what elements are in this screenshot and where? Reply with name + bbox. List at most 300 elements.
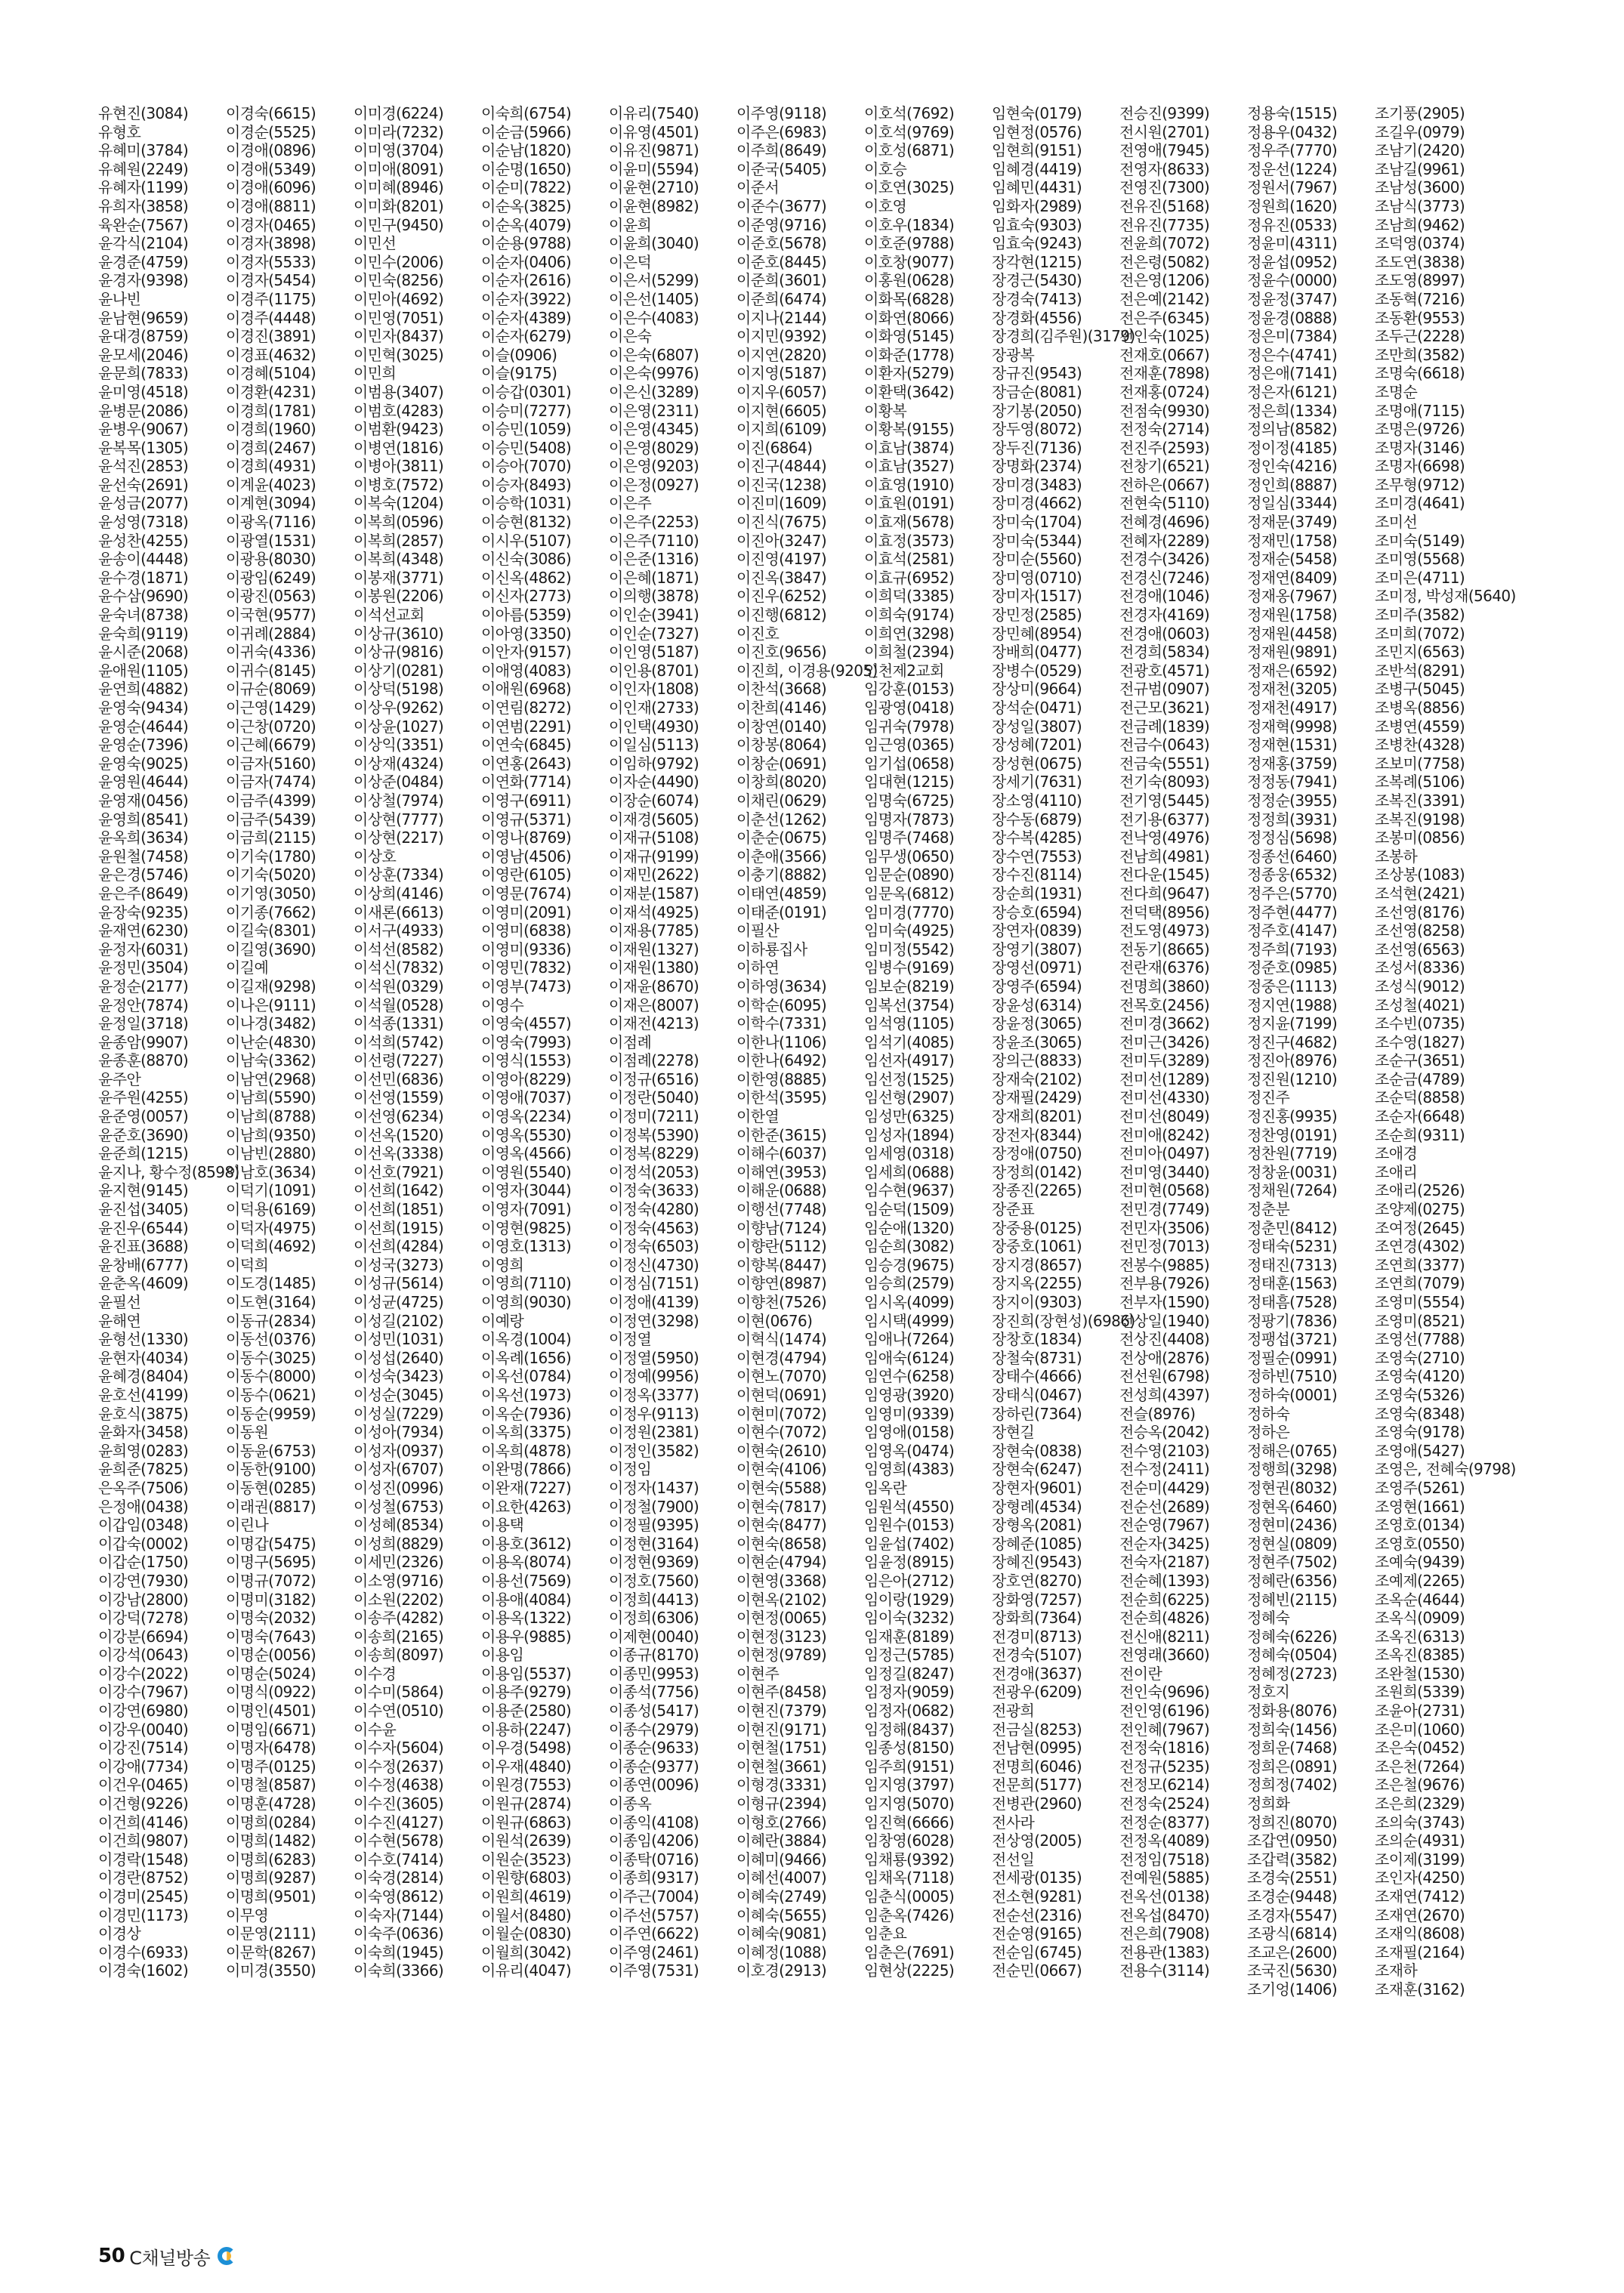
donor-entry: 이성혜(8534) — [354, 1516, 444, 1535]
donor-entry: 이영규(5371) — [481, 810, 572, 829]
donor-entry: 이현영(3368) — [736, 1571, 827, 1590]
donor-entry: 이효정(3573) — [864, 531, 955, 550]
donor-entry: 전정순(8377) — [1119, 1813, 1210, 1832]
donor-entry: 전명희(6046) — [992, 1757, 1082, 1776]
donor-entry: 전봉수(9885) — [1119, 1255, 1210, 1274]
donor-entry: 이영옥(2234) — [481, 1107, 572, 1126]
donor-entry: 이현주(8458) — [736, 1683, 827, 1702]
donor-entry: 장순희(1931) — [992, 884, 1082, 903]
donor-entry: 전유진(7735) — [1119, 215, 1210, 234]
donor-entry: 정진홍(9935) — [1247, 1107, 1338, 1126]
donor-entry: 전다운(1545) — [1119, 866, 1210, 884]
donor-entry: 조순덕(8858) — [1375, 1088, 1465, 1107]
donor-entry: 이병호(7572) — [354, 475, 444, 494]
donor-entry: 이은선(1405) — [609, 289, 699, 308]
donor-entry: 정재원(1758) — [1247, 606, 1338, 625]
donor-entry: 장경희(김주원)(3179) — [992, 327, 1135, 346]
donor-entry: 이은서(5299) — [609, 271, 699, 290]
donor-entry: 이환자(5279) — [864, 364, 955, 383]
donor-entry: 전영진(7300) — [1119, 178, 1210, 197]
donor-entry: 조성철(4021) — [1375, 995, 1465, 1014]
donor-entry: 장진희(장현성)(6986) — [992, 1311, 1135, 1330]
donor-entry: 이성자(6707) — [354, 1460, 444, 1479]
donor-entry: 이준희(6474) — [736, 289, 827, 308]
donor-entry: 윤형선(1330) — [98, 1330, 189, 1349]
donor-entry: 이수윤 — [354, 1720, 397, 1739]
donor-entry: 임혜민(4431) — [992, 178, 1082, 197]
donor-entry: 이선령(7227) — [354, 1051, 444, 1070]
donor-entry: 이희덕(3385) — [864, 587, 955, 606]
donor-entry: 이명훈(4728) — [226, 1795, 316, 1813]
donor-entry: 장미자(1517) — [992, 587, 1082, 606]
donor-entry: 전금수(0643) — [1119, 736, 1210, 755]
donor-entry: 정춘민(8412) — [1247, 1218, 1338, 1237]
donor-entry: 이정규(6516) — [609, 1069, 699, 1088]
donor-entry: 조덕영(0374) — [1375, 234, 1465, 253]
donor-entry: 조미은(4711) — [1375, 568, 1465, 587]
donor-entry: 이진호(9656) — [736, 643, 827, 662]
donor-entry: 임세영(0318) — [864, 1144, 955, 1163]
donor-entry: 윤정민(3504) — [98, 958, 189, 977]
donor-entry: 이명규(7072) — [226, 1571, 316, 1590]
donor-entry: 이서구(4933) — [354, 921, 444, 940]
donor-entry: 이현진(7379) — [736, 1702, 827, 1721]
donor-entry: 조병연(4559) — [1375, 717, 1465, 736]
name-column — [98, 104, 239, 2204]
donor-entry: 이송희(2165) — [354, 1627, 444, 1646]
donor-entry: 임영광(3920) — [864, 1385, 955, 1404]
donor-entry: 이경애(0896) — [226, 141, 316, 160]
donor-entry: 이재원(1327) — [609, 940, 699, 958]
donor-entry: 이순용(9788) — [481, 234, 572, 253]
donor-entry: 이동수(3025) — [226, 1348, 316, 1367]
donor-entry: 윤영원(4644) — [98, 773, 189, 792]
donor-entry: 이용임 — [481, 1646, 524, 1665]
donor-entry: 이수정(2637) — [354, 1757, 444, 1776]
donor-entry: 임연수(6258) — [864, 1367, 955, 1386]
donor-entry: 이봉원(2206) — [354, 587, 444, 606]
donor-entry: 이용선(7569) — [481, 1571, 572, 1590]
donor-entry: 임창영(6028) — [864, 1832, 955, 1850]
donor-entry: 이영부(7473) — [481, 977, 572, 995]
donor-entry: 이성실(7229) — [354, 1404, 444, 1423]
donor-entry: 이장순(6074) — [609, 791, 699, 810]
donor-entry: 윤나빈 — [98, 289, 141, 308]
donor-entry: 이미경(3550) — [226, 1961, 316, 1980]
donor-entry: 이지우(6057) — [736, 382, 827, 401]
donor-entry: 이민구(9450) — [354, 215, 444, 234]
donor-entry: 이종석(7756) — [609, 1683, 699, 1702]
donor-entry: 이경애(5349) — [226, 159, 316, 178]
donor-entry: 조기풍(2905) — [1375, 104, 1465, 122]
donor-entry: 이강진(7514) — [98, 1739, 189, 1758]
donor-entry: 임기섭(0658) — [864, 754, 955, 773]
donor-entry: 이상희(4146) — [354, 884, 444, 903]
donor-entry: 임문순(0890) — [864, 866, 955, 884]
donor-entry: 장형례(4534) — [992, 1497, 1082, 1516]
donor-entry: 정진원(1210) — [1247, 1069, 1338, 1088]
donor-entry: 이성아(7934) — [354, 1423, 444, 1442]
donor-entry: 이원순(3523) — [481, 1850, 572, 1869]
donor-entry: 전영자(8633) — [1119, 159, 1210, 178]
donor-entry: 조명자(6698) — [1375, 457, 1465, 476]
donor-entry: 윤춘옥(4609) — [98, 1274, 189, 1293]
donor-entry: 조복진(3391) — [1375, 791, 1465, 810]
donor-entry: 이원석(2639) — [481, 1832, 572, 1850]
donor-entry: 조성서(8336) — [1375, 958, 1465, 977]
donor-entry: 전경숙(5107) — [992, 1646, 1082, 1665]
donor-entry: 조은희(2329) — [1375, 1795, 1465, 1813]
donor-entry: 전승옥(2042) — [1119, 1423, 1210, 1442]
donor-entry: 임미정(5542) — [864, 940, 955, 958]
donor-entry: 전남현(0995) — [992, 1739, 1082, 1758]
donor-entry: 은옥주(7506) — [98, 1478, 189, 1497]
donor-entry: 장윤정(3065) — [992, 1014, 1082, 1033]
donor-entry: 전진주(2593) — [1119, 438, 1210, 457]
donor-entry: 이숙영(8612) — [354, 1887, 444, 1906]
donor-entry: 전민경(7749) — [1119, 1200, 1210, 1219]
donor-entry: 전예원(5885) — [1119, 1869, 1210, 1887]
donor-entry: 정해은(0765) — [1247, 1441, 1338, 1460]
donor-entry: 윤성영(7318) — [98, 513, 189, 532]
donor-entry: 이재석(4925) — [609, 903, 699, 921]
donor-entry: 이강연(7930) — [98, 1571, 189, 1590]
donor-entry: 이숙희(1945) — [354, 1943, 444, 1961]
donor-entry: 이명인(4501) — [226, 1702, 316, 1721]
donor-entry: 이명임(6671) — [226, 1720, 316, 1739]
donor-entry: 이창순(0691) — [736, 754, 827, 773]
donor-entry: 이미라(7232) — [354, 122, 444, 141]
donor-entry: 이재용(7785) — [609, 921, 699, 940]
donor-entry: 장연자(0839) — [992, 921, 1082, 940]
donor-entry: 조영숙(9178) — [1375, 1423, 1465, 1442]
donor-entry: 윤장숙(9235) — [98, 903, 189, 921]
donor-entry: 정화용(8076) — [1247, 1702, 1338, 1721]
donor-entry: 이강애(7734) — [98, 1757, 189, 1776]
donor-entry: 전수정(2411) — [1119, 1460, 1210, 1479]
donor-entry: 이순자(3922) — [481, 289, 572, 308]
donor-entry: 장윤조(3065) — [992, 1032, 1082, 1051]
donor-entry: 정찬원(7719) — [1247, 1144, 1338, 1163]
donor-entry: 윤시준(2068) — [98, 643, 189, 662]
donor-entry: 장성일(3807) — [992, 717, 1082, 736]
donor-entry: 정지윤(7199) — [1247, 1014, 1338, 1033]
donor-entry: 이승아(7070) — [481, 457, 572, 476]
donor-entry: 장지옥(2255) — [992, 1274, 1082, 1293]
donor-entry: 이건희(4146) — [98, 1813, 189, 1832]
donor-entry: 이찬희(4146) — [736, 699, 827, 717]
donor-entry: 정재현(1531) — [1247, 736, 1338, 755]
donor-entry: 윤옥희(3634) — [98, 829, 189, 847]
donor-entry: 장현자(9601) — [992, 1478, 1082, 1497]
donor-entry: 이승미(7277) — [481, 401, 572, 420]
donor-entry: 이종희(9317) — [609, 1869, 699, 1887]
donor-entry: 이인택(4930) — [609, 717, 699, 736]
donor-entry: 이지민(9392) — [736, 327, 827, 346]
donor-entry: 이예랑 — [481, 1311, 524, 1330]
donor-entry: 정행희(3298) — [1247, 1460, 1338, 1479]
donor-entry: 정재민(1758) — [1247, 531, 1338, 550]
donor-entry: 임영애(0158) — [864, 1423, 955, 1442]
donor-entry: 이선희(1915) — [354, 1218, 444, 1237]
donor-entry: 전순희(4826) — [1119, 1609, 1210, 1628]
donor-entry: 이종순(9633) — [609, 1739, 699, 1758]
donor-entry: 임석영(1105) — [864, 1014, 955, 1033]
donor-entry: 이효규(6952) — [864, 568, 955, 587]
donor-entry: 이명주(0125) — [226, 1757, 316, 1776]
donor-entry: 이효영(1910) — [864, 475, 955, 494]
donor-entry: 이강분(6694) — [98, 1627, 189, 1646]
donor-entry: 이수미(5864) — [354, 1683, 444, 1702]
donor-entry: 이금주(4399) — [226, 791, 316, 810]
donor-entry: 윤창배(6777) — [98, 1255, 189, 1274]
donor-entry: 장배희(0477) — [992, 643, 1082, 662]
donor-entry: 장재필(2429) — [992, 1088, 1082, 1107]
donor-entry: 이순미(7822) — [481, 178, 572, 197]
donor-entry: 전순혜(1393) — [1119, 1571, 1210, 1590]
donor-entry: 이지나(2144) — [736, 308, 827, 327]
donor-entry: 윤원철(7458) — [98, 847, 189, 866]
donor-entry: 전경애(3637) — [992, 1664, 1082, 1683]
donor-entry: 이한나(6492) — [736, 1051, 827, 1070]
donor-entry: 정재옹(7967) — [1247, 587, 1338, 606]
donor-entry: 이홍원(0628) — [864, 271, 955, 290]
donor-entry: 조미희(7072) — [1375, 624, 1465, 643]
donor-entry: 임미숙(4925) — [864, 921, 955, 940]
donor-entry: 전순민(0667) — [992, 1961, 1082, 1980]
donor-entry: 조명숙(6618) — [1375, 364, 1465, 383]
donor-entry: 이정열 — [609, 1330, 652, 1349]
donor-entry: 전혜자(2289) — [1119, 531, 1210, 550]
donor-entry: 이재민(2622) — [609, 866, 699, 884]
donor-entry: 이상훈(7334) — [354, 866, 444, 884]
donor-entry: 장현길 — [992, 1423, 1035, 1442]
donor-entry: 조수빈(0735) — [1375, 1014, 1465, 1033]
donor-entry: 이옥희(4878) — [481, 1441, 572, 1460]
donor-entry: 이복희(4348) — [354, 550, 444, 569]
donor-entry: 윤영숙(9025) — [98, 754, 189, 773]
donor-entry: 이송희(8097) — [354, 1646, 444, 1665]
donor-entry: 이경희(4931) — [226, 457, 316, 476]
donor-entry: 이주근(7004) — [609, 1887, 699, 1906]
donor-entry: 이정현(3164) — [609, 1534, 699, 1553]
donor-entry: 조길우(0979) — [1375, 122, 1465, 141]
donor-entry: 임강훈(0153) — [864, 680, 955, 699]
donor-entry: 전순미(4429) — [1119, 1478, 1210, 1497]
donor-entry: 이광용(8030) — [226, 550, 316, 569]
donor-entry: 이경수(6933) — [98, 1943, 189, 1961]
donor-entry: 정현실(0809) — [1247, 1534, 1338, 1553]
donor-entry: 이인순(7327) — [609, 624, 699, 643]
donor-entry: 전금숙(5551) — [1119, 754, 1210, 773]
donor-entry: 이윤희 — [609, 215, 652, 234]
donor-entry: 이향란(5112) — [736, 1237, 827, 1256]
donor-entry: 이숙경(2814) — [354, 1869, 444, 1887]
donor-entry: 조봉하 — [1375, 847, 1418, 866]
donor-entry: 임이숙(3232) — [864, 1609, 955, 1628]
donor-entry: 이명희(0284) — [226, 1813, 316, 1832]
donor-entry: 조예숙(9439) — [1375, 1553, 1465, 1572]
name-column — [864, 104, 992, 2204]
donor-entry: 이민숙(8256) — [354, 271, 444, 290]
donor-entry: 이현숙(8658) — [736, 1534, 827, 1553]
donor-entry: 이용택 — [481, 1516, 524, 1535]
donor-entry: 장소영(4110) — [992, 791, 1082, 810]
donor-entry: 이원향(6803) — [481, 1869, 572, 1887]
donor-entry: 이미경(6224) — [354, 104, 444, 122]
donor-entry: 정주은(5770) — [1247, 884, 1338, 903]
donor-entry: 이슬(0906) — [481, 345, 557, 364]
donor-entry: 전상영(2005) — [992, 1832, 1082, 1850]
donor-entry: 장경근(5430) — [992, 271, 1082, 290]
donor-entry: 조복례(5106) — [1375, 773, 1465, 792]
donor-entry: 이경주(4448) — [226, 308, 316, 327]
donor-entry: 장민혜(8954) — [992, 624, 1082, 643]
donor-entry: 장미영(0710) — [992, 568, 1082, 587]
donor-entry: 이인순(3941) — [609, 606, 699, 625]
donor-entry: 전상일(1940) — [1119, 1311, 1210, 1330]
donor-entry: 이명구(5695) — [226, 1553, 316, 1572]
donor-entry: 장미경(3483) — [992, 475, 1082, 494]
donor-entry: 이선호(7921) — [354, 1162, 444, 1181]
donor-entry: 이자순(4490) — [609, 773, 699, 792]
donor-entry: 이문영(2111) — [226, 1924, 316, 1943]
donor-entry: 정재천(3205) — [1247, 680, 1338, 699]
donor-entry: 조영선(7788) — [1375, 1330, 1465, 1349]
donor-entry: 이종탁(0716) — [609, 1850, 699, 1869]
donor-entry: 이향남(7124) — [736, 1218, 827, 1237]
donor-entry: 이슬(9175) — [481, 364, 557, 383]
donor-entry: 전남희(4981) — [1119, 847, 1210, 866]
donor-entry: 장중용(0125) — [992, 1218, 1082, 1237]
donor-entry: 이완명(7866) — [481, 1460, 572, 1479]
donor-entry: 조동혁(7216) — [1375, 289, 1465, 308]
donor-entry: 이강연(6980) — [98, 1702, 189, 1721]
donor-entry: 조국진(5630) — [1247, 1961, 1338, 1980]
donor-entry: 이정옥(3377) — [609, 1385, 699, 1404]
donor-entry: 이상우(9262) — [354, 699, 444, 717]
donor-entry: 임주희(9151) — [864, 1757, 955, 1776]
donor-entry: 장각현(1215) — [992, 252, 1082, 271]
donor-entry: 이길영(3690) — [226, 940, 316, 958]
donor-entry: 이선옥(1520) — [354, 1125, 444, 1144]
donor-entry: 이영희(9030) — [481, 1293, 572, 1311]
donor-entry: 이환택(3642) — [864, 382, 955, 401]
donor-entry: 윤은경(5746) — [98, 866, 189, 884]
donor-entry: 조선영(6563) — [1375, 940, 1465, 958]
donor-entry: 정의남(8582) — [1247, 420, 1338, 439]
donor-entry: 임석기(4085) — [864, 1032, 955, 1051]
donor-entry: 이종규(8170) — [609, 1646, 699, 1665]
donor-entry: 전영애(7945) — [1119, 141, 1210, 160]
donor-entry: 이무영 — [226, 1906, 269, 1924]
donor-entry: 이경민(1173) — [98, 1906, 189, 1924]
donor-entry: 이건희(9807) — [98, 1832, 189, 1850]
donor-entry: 이정자(1437) — [609, 1478, 699, 1497]
donor-entry: 이춘순(0675) — [736, 829, 827, 847]
donor-entry: 이옥희(3375) — [481, 1423, 572, 1442]
donor-entry: 이남연(2968) — [226, 1069, 316, 1088]
donor-entry: 이동선(0376) — [226, 1330, 316, 1349]
donor-entry: 정혜정(2723) — [1247, 1664, 1338, 1683]
donor-entry: 윤희영(0283) — [98, 1441, 189, 1460]
donor-entry: 조경자(5547) — [1247, 1906, 1338, 1924]
donor-entry: 이완재(7227) — [481, 1478, 572, 1497]
donor-entry: 이상익(3351) — [354, 736, 444, 755]
donor-entry: 전덕택(8956) — [1119, 903, 1210, 921]
donor-entry: 장정희(0142) — [992, 1162, 1082, 1181]
donor-entry: 이선희(4284) — [354, 1237, 444, 1256]
donor-entry: 조재훈(3162) — [1375, 1980, 1465, 1998]
donor-entry: 이진식(7675) — [736, 513, 827, 532]
donor-entry: 이하영(3634) — [736, 977, 827, 995]
donor-entry: 이한나(1106) — [736, 1032, 827, 1051]
donor-entry: 전이란 — [1119, 1664, 1162, 1683]
donor-entry: 이경희(2467) — [226, 438, 316, 457]
donor-entry: 이수연(0510) — [354, 1702, 444, 1721]
donor-entry: 이광옥(7116) — [226, 513, 316, 532]
donor-entry: 윤병우(9067) — [98, 420, 189, 439]
donor-entry: 이금자(5160) — [226, 754, 316, 773]
donor-entry: 이창봉(8064) — [736, 736, 827, 755]
donor-entry: 정혜빈(2115) — [1247, 1590, 1338, 1609]
donor-entry: 윤영순(7396) — [98, 736, 189, 755]
donor-entry: 정정희(3931) — [1247, 810, 1338, 829]
donor-entry: 전정옥(4089) — [1119, 1832, 1210, 1850]
donor-entry: 이현철(3661) — [736, 1757, 827, 1776]
donor-entry: 장혜준(1085) — [992, 1534, 1082, 1553]
donor-entry: 임현상(2225) — [864, 1961, 955, 1980]
donor-entry: 이명식(0922) — [226, 1683, 316, 1702]
donor-entry: 이상준(0484) — [354, 773, 444, 792]
donor-entry: 이명갑(5475) — [226, 1534, 316, 1553]
donor-entry: 윤준희(1215) — [98, 1144, 189, 1163]
donor-entry: 윤남현(9659) — [98, 308, 189, 327]
donor-entry: 이정복(8229) — [609, 1144, 699, 1163]
donor-entry: 정태진(7313) — [1247, 1255, 1338, 1274]
donor-entry: 이종성(5417) — [609, 1702, 699, 1721]
donor-entry: 조의숙(3743) — [1375, 1813, 1465, 1832]
donor-entry: 장형옥(2081) — [992, 1516, 1082, 1535]
donor-entry: 이상철(7974) — [354, 791, 444, 810]
donor-entry: 전옥선(0138) — [1119, 1887, 1210, 1906]
donor-entry: 이은숙(6807) — [609, 345, 699, 364]
donor-entry: 장미경(4662) — [992, 494, 1082, 513]
donor-entry: 이남호(3634) — [226, 1162, 316, 1181]
donor-entry: 이순자(2616) — [481, 271, 572, 290]
donor-entry: 전용수(3114) — [1119, 1961, 1210, 1980]
donor-entry: 임영미(9339) — [864, 1404, 955, 1423]
donor-entry: 육완순(7567) — [98, 215, 189, 234]
donor-entry: 이경숙(6615) — [226, 104, 316, 122]
donor-entry: 이성규(5614) — [354, 1274, 444, 1293]
donor-entry: 정정심(5698) — [1247, 829, 1338, 847]
donor-entry: 조병찬(4328) — [1375, 736, 1465, 755]
donor-entry: 유혜자(1199) — [98, 178, 189, 197]
donor-entry: 정은수(4741) — [1247, 345, 1338, 364]
name-column — [481, 104, 609, 2204]
donor-entry: 전미선(4330) — [1119, 1088, 1210, 1107]
donor-entry: 이은영(2311) — [609, 401, 699, 420]
donor-entry: 이화연(8066) — [864, 308, 955, 327]
donor-entry: 이진행(6812) — [736, 606, 827, 625]
donor-entry: 이연림(8272) — [481, 699, 572, 717]
donor-entry: 전기용(6377) — [1119, 810, 1210, 829]
donor-entry: 전상애(2876) — [1119, 1348, 1210, 1367]
donor-entry: 조복진(9198) — [1375, 810, 1465, 829]
donor-list — [98, 104, 1533, 2204]
donor-entry: 이한영(8885) — [736, 1069, 827, 1088]
